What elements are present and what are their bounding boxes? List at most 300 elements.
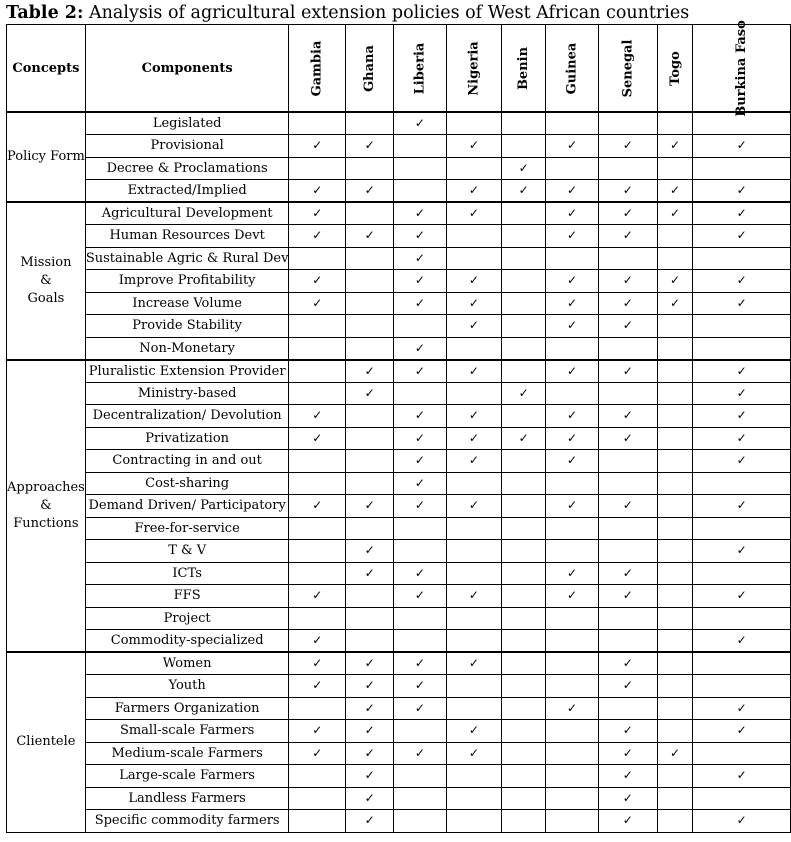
check-icon: ✓: [669, 138, 681, 153]
mark-cell: [502, 247, 546, 270]
mark-cell: [546, 157, 599, 180]
mark-cell: [598, 382, 657, 405]
mark-cell: [598, 180, 657, 203]
component-cell: Project: [85, 607, 289, 630]
mark-cell: [693, 787, 791, 810]
concept-cell: [7, 112, 86, 202]
check-icon: ✓: [566, 498, 578, 513]
mark-cell: [446, 405, 501, 428]
check-icon: ✓: [622, 318, 633, 333]
mark-cell: [693, 360, 791, 383]
mark-cell: [657, 472, 693, 495]
table-row: [7, 742, 791, 765]
table-row: [7, 517, 791, 540]
mark-cell: [502, 180, 546, 203]
check-icon: ✓: [468, 745, 479, 760]
check-icon: ✓: [622, 656, 633, 670]
mark-cell: [693, 562, 791, 585]
check-icon: ✓: [736, 183, 747, 197]
header-row: [7, 25, 791, 113]
mark-cell: [346, 135, 394, 158]
mark-cell: [289, 427, 346, 450]
mark-cell: [598, 247, 657, 270]
mark-cell: [502, 495, 546, 518]
check-icon: ✓: [622, 768, 633, 783]
check-icon: ✓: [414, 228, 425, 243]
table-row: [7, 787, 791, 810]
mark-cell: [394, 540, 447, 563]
component-cell: Specific commodity farmers: [85, 810, 289, 833]
mark-cell: [446, 112, 501, 135]
mark-cell: [346, 180, 394, 203]
check-icon: ✓: [364, 700, 375, 715]
table-row: [7, 675, 791, 698]
mark-cell: [502, 405, 546, 428]
component-cell: Farmers Organization: [85, 697, 289, 720]
check-icon: ✓: [364, 723, 375, 738]
mark-cell: [446, 450, 501, 473]
check-icon: ✓: [736, 408, 747, 423]
mark-cell: [394, 225, 447, 248]
mark-cell: [693, 157, 791, 180]
check-icon: ✓: [622, 813, 633, 828]
check-icon: ✓: [622, 790, 633, 805]
table-row: [7, 135, 791, 158]
check-icon: ✓: [312, 138, 323, 153]
mark-cell: [657, 540, 693, 563]
component-cell: Cost-sharing: [85, 472, 289, 495]
table-row: [7, 427, 791, 450]
mark-cell: [502, 427, 546, 450]
table-row: [7, 315, 791, 338]
mark-cell: [289, 540, 346, 563]
mark-cell: [502, 517, 546, 540]
mark-cell: [394, 765, 447, 788]
mark-cell: [598, 157, 657, 180]
mark-cell: [546, 225, 599, 248]
mark-cell: [546, 742, 599, 765]
mark-cell: [693, 607, 791, 630]
mark-cell: [546, 765, 599, 788]
mark-cell: [598, 270, 657, 293]
table-body: [7, 112, 791, 832]
table-row: [7, 720, 791, 743]
mark-cell: [394, 697, 447, 720]
check-icon: ✓: [414, 340, 425, 355]
mark-cell: [394, 382, 447, 405]
mark-cell: [546, 495, 599, 518]
check-icon: ✓: [622, 565, 633, 580]
mark-cell: [657, 247, 693, 270]
table-caption: Analysis of agricultural extension policies of West African countries: [83, 3, 690, 23]
mark-cell: [502, 450, 546, 473]
component-cell: Provide Stability: [85, 315, 289, 338]
mark-cell: [394, 472, 447, 495]
mark-cell: [394, 360, 447, 383]
check-icon: ✓: [312, 498, 323, 513]
component-cell: Privatization: [85, 427, 289, 450]
mark-cell: [598, 315, 657, 338]
check-icon: ✓: [622, 273, 633, 288]
mark-cell: [446, 337, 501, 360]
mark-cell: [657, 157, 693, 180]
table-row: [7, 697, 791, 720]
check-icon: ✓: [622, 588, 633, 603]
mark-cell: [394, 517, 447, 540]
component-cell: Agricultural Development: [85, 202, 289, 225]
mark-cell: [289, 495, 346, 518]
mark-cell: [693, 585, 791, 608]
mark-cell: [598, 450, 657, 473]
check-icon: ✓: [566, 295, 578, 310]
mark-cell: [657, 697, 693, 720]
table-row: [7, 495, 791, 518]
table-row: [7, 180, 791, 203]
mark-cell: [289, 202, 346, 225]
mark-cell: [693, 742, 791, 765]
mark-cell: [394, 337, 447, 360]
check-icon: ✓: [736, 363, 747, 378]
mark-cell: [394, 652, 447, 675]
mark-cell: [446, 787, 501, 810]
table-row: [7, 225, 791, 248]
country-header: Liberia: [394, 25, 447, 113]
mark-cell: [598, 360, 657, 383]
mark-cell: [598, 472, 657, 495]
check-icon: ✓: [364, 498, 375, 513]
country-header: Nigeria: [446, 25, 501, 113]
mark-cell: [598, 675, 657, 698]
mark-cell: [657, 450, 693, 473]
check-icon: ✓: [364, 678, 375, 693]
mark-cell: [289, 585, 346, 608]
mark-cell: [346, 787, 394, 810]
table-row: [7, 247, 791, 270]
mark-cell: [446, 720, 501, 743]
check-icon: ✓: [669, 183, 681, 197]
mark-cell: [289, 562, 346, 585]
mark-cell: [657, 382, 693, 405]
check-icon: ✓: [364, 656, 375, 670]
component-cell: Human Resources Devt: [85, 225, 289, 248]
mark-cell: [394, 450, 447, 473]
mark-cell: [289, 270, 346, 293]
mark-cell: [394, 607, 447, 630]
mark-cell: [394, 405, 447, 428]
mark-cell: [546, 337, 599, 360]
mark-cell: [693, 540, 791, 563]
check-icon: ✓: [622, 228, 633, 243]
mark-cell: [346, 157, 394, 180]
component-cell: FFS: [85, 585, 289, 608]
mark-cell: [446, 517, 501, 540]
components-header: Components: [85, 25, 289, 113]
mark-cell: [446, 562, 501, 585]
table-row: [7, 607, 791, 630]
check-icon: ✓: [736, 138, 747, 153]
check-icon: ✓: [468, 430, 479, 445]
mark-cell: [693, 675, 791, 698]
table-row: [7, 585, 791, 608]
mark-cell: [346, 630, 394, 653]
mark-cell: [546, 450, 599, 473]
check-icon: ✓: [468, 453, 479, 468]
check-icon: ✓: [364, 768, 375, 783]
check-icon: ✓: [364, 228, 375, 243]
mark-cell: [346, 337, 394, 360]
mark-cell: [394, 315, 447, 338]
mark-cell: [289, 810, 346, 833]
table-row: [7, 337, 791, 360]
mark-cell: [693, 517, 791, 540]
check-icon: ✓: [566, 363, 578, 378]
mark-cell: [346, 315, 394, 338]
check-icon: ✓: [622, 295, 633, 310]
concept-label: Approaches: [7, 480, 85, 496]
mark-cell: [502, 270, 546, 293]
mark-cell: [598, 292, 657, 315]
country-header: Benin: [502, 25, 546, 113]
mark-cell: [657, 787, 693, 810]
mark-cell: [657, 405, 693, 428]
check-icon: ✓: [414, 295, 425, 310]
table-row: [7, 270, 791, 293]
mark-cell: [546, 675, 599, 698]
mark-cell: [657, 720, 693, 743]
country-header: Ghana: [346, 25, 394, 113]
mark-cell: [446, 157, 501, 180]
check-icon: ✓: [312, 723, 323, 738]
check-icon: ✓: [566, 588, 578, 603]
mark-cell: [546, 382, 599, 405]
mark-cell: [346, 652, 394, 675]
mark-cell: [346, 292, 394, 315]
mark-cell: [657, 495, 693, 518]
mark-cell: [394, 270, 447, 293]
mark-cell: [546, 270, 599, 293]
check-icon: ✓: [312, 588, 323, 603]
component-cell: Legislated: [85, 112, 289, 135]
mark-cell: [598, 427, 657, 450]
mark-cell: [657, 202, 693, 225]
component-cell: Demand Driven/ Participatory: [85, 495, 289, 518]
mark-cell: [446, 247, 501, 270]
mark-cell: [502, 787, 546, 810]
mark-cell: [346, 225, 394, 248]
mark-cell: [394, 495, 447, 518]
mark-cell: [598, 112, 657, 135]
mark-cell: [546, 585, 599, 608]
check-icon: ✓: [669, 206, 681, 220]
check-icon: ✓: [736, 273, 747, 288]
concept-label: Functions: [13, 515, 79, 531]
mark-cell: [693, 180, 791, 203]
mark-cell: [693, 450, 791, 473]
check-icon: ✓: [622, 723, 633, 738]
component-cell: Youth: [85, 675, 289, 698]
mark-cell: [394, 157, 447, 180]
mark-cell: [546, 292, 599, 315]
mark-cell: [346, 450, 394, 473]
check-icon: ✓: [566, 273, 578, 288]
mark-cell: [346, 810, 394, 833]
mark-cell: [693, 720, 791, 743]
mark-cell: [546, 562, 599, 585]
mark-cell: [446, 697, 501, 720]
component-cell: Ministry-based: [85, 382, 289, 405]
mark-cell: [598, 405, 657, 428]
mark-cell: [657, 517, 693, 540]
check-icon: ✓: [414, 453, 425, 468]
check-icon: ✓: [312, 430, 323, 445]
mark-cell: [546, 607, 599, 630]
check-icon: ✓: [566, 408, 578, 423]
mark-cell: [289, 675, 346, 698]
check-icon: ✓: [736, 453, 747, 468]
check-icon: ✓: [736, 633, 747, 647]
check-icon: ✓: [312, 206, 323, 220]
check-icon: ✓: [518, 385, 529, 400]
mark-cell: [657, 292, 693, 315]
mark-cell: [502, 360, 546, 383]
mark-cell: [346, 697, 394, 720]
check-icon: ✓: [468, 363, 479, 378]
concept-cell: [7, 652, 86, 832]
mark-cell: [502, 742, 546, 765]
mark-cell: [446, 225, 501, 248]
concept-cell: [7, 360, 86, 653]
mark-cell: [502, 562, 546, 585]
mark-cell: [289, 765, 346, 788]
check-icon: ✓: [468, 183, 479, 197]
check-icon: ✓: [312, 408, 323, 423]
mark-cell: [657, 360, 693, 383]
check-icon: ✓: [414, 588, 425, 603]
check-icon: ✓: [414, 745, 425, 760]
mark-cell: [446, 540, 501, 563]
mark-cell: [502, 585, 546, 608]
mark-cell: [657, 630, 693, 653]
check-icon: ✓: [364, 543, 375, 558]
mark-cell: [394, 720, 447, 743]
mark-cell: [502, 607, 546, 630]
concept-label: Clientele: [16, 734, 76, 750]
mark-cell: [346, 247, 394, 270]
country-header: Senegal: [598, 25, 657, 113]
mark-cell: [289, 112, 346, 135]
mark-cell: [657, 315, 693, 338]
mark-cell: [657, 585, 693, 608]
mark-cell: [546, 472, 599, 495]
check-icon: ✓: [414, 363, 425, 378]
mark-cell: [693, 337, 791, 360]
check-icon: ✓: [312, 295, 323, 310]
mark-cell: [502, 675, 546, 698]
mark-cell: [289, 157, 346, 180]
mark-cell: [446, 495, 501, 518]
mark-cell: [657, 180, 693, 203]
check-icon: ✓: [736, 206, 747, 220]
check-icon: ✓: [736, 430, 747, 445]
country-header: Togo: [657, 25, 693, 113]
mark-cell: [446, 607, 501, 630]
check-icon: ✓: [364, 745, 375, 760]
table-row: [7, 765, 791, 788]
component-cell: Contracting in and out: [85, 450, 289, 473]
mark-cell: [657, 270, 693, 293]
table-row: [7, 630, 791, 653]
check-icon: ✓: [622, 363, 633, 378]
mark-cell: [598, 540, 657, 563]
mark-cell: [657, 675, 693, 698]
table-row: [7, 810, 791, 833]
check-icon: ✓: [312, 183, 323, 197]
check-icon: ✓: [468, 138, 479, 153]
component-cell: Women: [85, 652, 289, 675]
mark-cell: [289, 382, 346, 405]
check-icon: ✓: [414, 498, 425, 513]
mark-cell: [446, 135, 501, 158]
check-icon: ✓: [669, 273, 681, 288]
check-icon: ✓: [468, 498, 479, 513]
concept-label: &: [40, 497, 52, 513]
mark-cell: [598, 585, 657, 608]
check-icon: ✓: [364, 813, 375, 828]
mark-cell: [598, 630, 657, 653]
check-icon: ✓: [566, 700, 578, 715]
check-icon: ✓: [414, 678, 425, 693]
mark-cell: [598, 787, 657, 810]
mark-cell: [693, 225, 791, 248]
component-cell: ICTs: [85, 562, 289, 585]
mark-cell: [289, 247, 346, 270]
mark-cell: [546, 202, 599, 225]
mark-cell: [693, 247, 791, 270]
mark-cell: [546, 810, 599, 833]
mark-cell: [289, 607, 346, 630]
mark-cell: [446, 202, 501, 225]
check-icon: ✓: [518, 430, 529, 445]
mark-cell: [598, 742, 657, 765]
check-icon: ✓: [364, 385, 375, 400]
mark-cell: [394, 180, 447, 203]
mark-cell: [657, 810, 693, 833]
mark-cell: [394, 810, 447, 833]
check-icon: ✓: [468, 588, 479, 603]
mark-cell: [546, 405, 599, 428]
table-row: [7, 405, 791, 428]
mark-cell: [502, 135, 546, 158]
policy-table: [6, 19, 791, 833]
mark-cell: [598, 202, 657, 225]
mark-cell: [657, 225, 693, 248]
component-cell: Landless Farmers: [85, 787, 289, 810]
check-icon: ✓: [622, 678, 633, 693]
component-cell: Sustainable Agric & Rural Dev: [85, 247, 289, 270]
mark-cell: [502, 225, 546, 248]
mark-cell: [289, 135, 346, 158]
check-icon: ✓: [669, 295, 681, 310]
mark-cell: [289, 742, 346, 765]
mark-cell: [289, 405, 346, 428]
mark-cell: [289, 720, 346, 743]
check-icon: ✓: [414, 475, 425, 490]
mark-cell: [289, 180, 346, 203]
mark-cell: [346, 472, 394, 495]
mark-cell: [446, 652, 501, 675]
mark-cell: [693, 765, 791, 788]
check-icon: ✓: [736, 723, 747, 738]
